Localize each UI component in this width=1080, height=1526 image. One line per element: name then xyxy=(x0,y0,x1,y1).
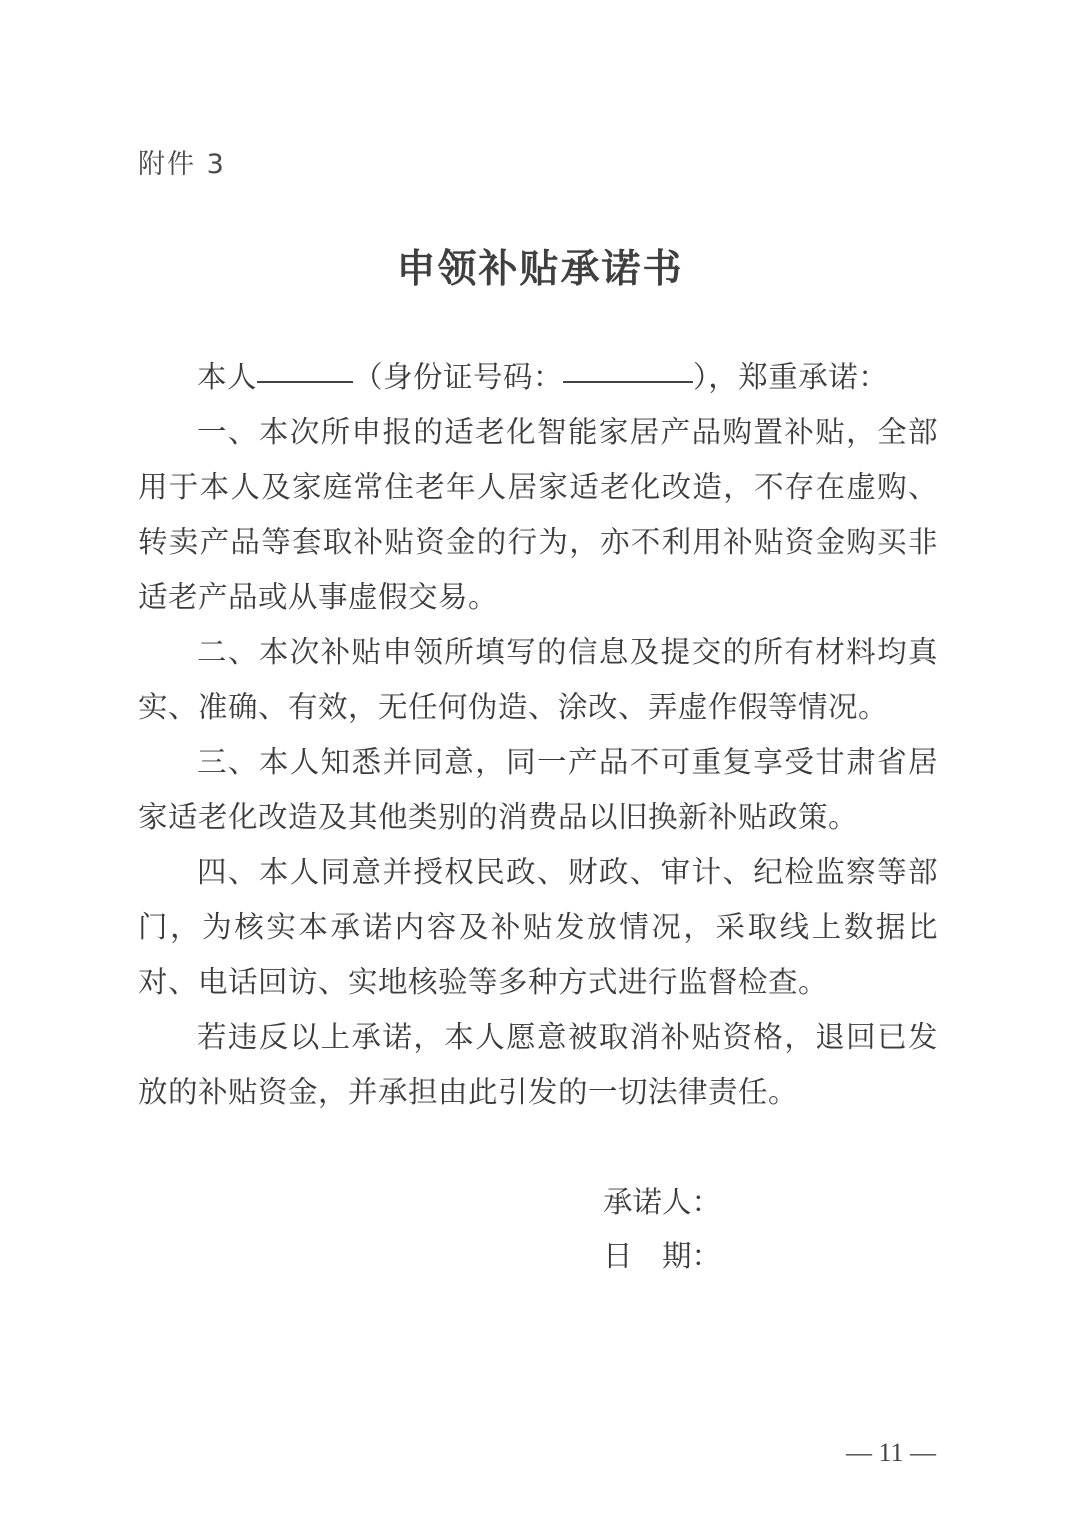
date-label: 日 期： xyxy=(603,1239,722,1273)
intro-line xyxy=(138,350,938,405)
id-open: （身份证号码： xyxy=(353,360,564,394)
name-blank xyxy=(257,347,353,383)
signature-block xyxy=(603,1175,721,1283)
clause-2: 二、本次补贴申领所填写的信息及提交的所有材料均真实、准确、有效，无任何伪造、涂改、弄虚作假等情况。 xyxy=(138,635,938,724)
clause-3: 三、本人知悉并同意，同一产品不可重复享受甘肃省居家适老化改造及其他类别的消费品以旧换新补贴政策。 xyxy=(138,745,938,834)
document-title: 申领补贴承诺书 xyxy=(396,247,684,292)
promisor-label: 承诺人： xyxy=(603,1185,722,1219)
id-number-blank xyxy=(563,347,693,383)
clause-1: 一、本次所申报的适老化智能家居产品购置补贴，全部用于本人及家庭常住老年人居家适老化改造，不存在虚购、转卖产品等套取补贴资金的行为，亦不利用补贴资金购买非适老产品或从事虚假交易。 xyxy=(138,415,938,614)
commitment-body xyxy=(138,350,938,1120)
page-number: — 11 — xyxy=(845,1438,936,1467)
clause-4: 四、本人同意并授权民政、财政、审计、纪检监察等部门，为核实本承诺内容及补贴发放情况，采取线上数据比对、电话回访、实地核验等多种方式进行监督检查。 xyxy=(138,855,938,999)
intro-prefix: 本人 xyxy=(197,360,258,394)
id-close: ），郑重承诺： xyxy=(693,360,889,394)
attachment-label: 附件 3 xyxy=(138,149,226,180)
closing-clause: 若违反以上承诺，本人愿意被取消补贴资格，退回已发放的补贴资金，并承担由此引发的一切法律责任。 xyxy=(138,1020,938,1109)
